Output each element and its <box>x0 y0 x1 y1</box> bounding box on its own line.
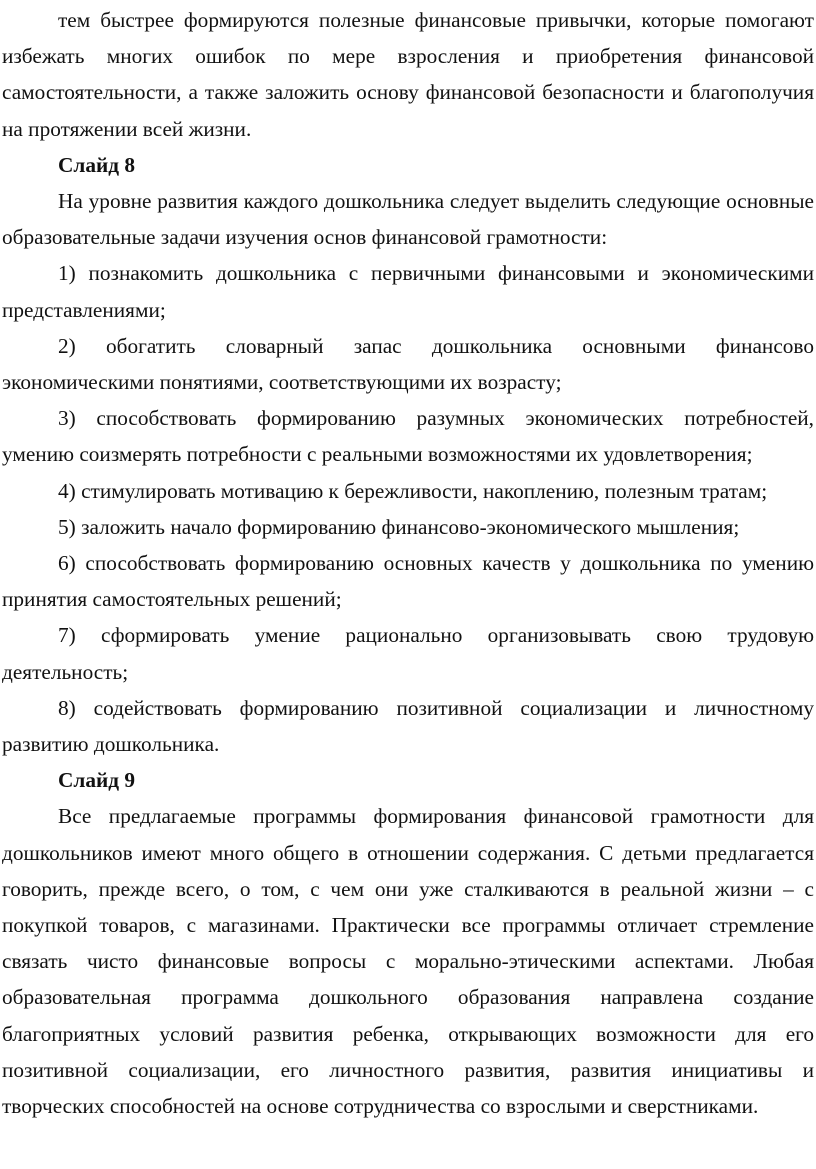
intro-paragraph-tail: тем быстрее формируются полезные финансовые привычки, которые помогают избежать многих ошибок по мере взросления и приобретения финансовой самостоятельности, а также заложить основу финансовой безопасности и благополучия на протяжении всей жизни. <box>2 8 814 141</box>
slide-8-lead-paragraph: На уровне развития каждого дошкольника следует выделить следующие основные образовательные задачи изучения основ финансовой грамотности: <box>2 189 814 250</box>
slide-8-heading: Слайд 8 <box>58 152 135 177</box>
task-item-7: 7) сформировать умение рационально организовывать свою трудовую деятельность; <box>2 623 814 684</box>
task-item-3: 3) способствовать формированию разумных экономических потребностей, умению соизмерять потребности с реальными возможностями их удовлетворения; <box>2 406 814 467</box>
task-item-4: 4) стимулировать мотивацию к бережливости, накоплению, полезным тратам; <box>58 478 768 503</box>
task-item-5: 5) заложить начало формированию финансово-экономического мышления; <box>58 514 740 539</box>
document-page <box>2 0 814 1124</box>
task-item-8: 8) содействовать формированию позитивной социализации и личностному развитию дошкольника. <box>2 695 814 757</box>
task-item-2: 2) обогатить словарный запас дошкольника основными финансово экономическими понятиями, соответствующими их возрасту; <box>2 333 814 395</box>
task-item-6: 6) способствовать формированию основных качеств у дошкольника по умению принятия самостоятельных решений; <box>2 551 814 612</box>
slide-9-paragraph: Все предлагаемые программы формирования финансовой грамотности для дошкольников имеют много общего в отношении содержания. С детьми предлагается говорить, прежде всего, о том, с чем они уже сталкиваются в реальной жизни – с покупкой товаров, с магазинами. Практически все программы отличает стремление связать чисто финансовые вопросы с морально-этическими аспектами. Любая образовательная программа дошкольного образования направлена создание благоприятных условий развития ребенка, открывающих возможности для его позитивной социализации, его личностного развития, развития инициативы и творческих способностей на основе сотрудничества со взрослыми и сверстниками. <box>2 804 814 1119</box>
slide-9-heading: Слайд 9 <box>58 768 135 793</box>
task-item-1: 1) познакомить дошкольника с первичными финансовыми и экономическими представлениями; <box>2 261 814 322</box>
